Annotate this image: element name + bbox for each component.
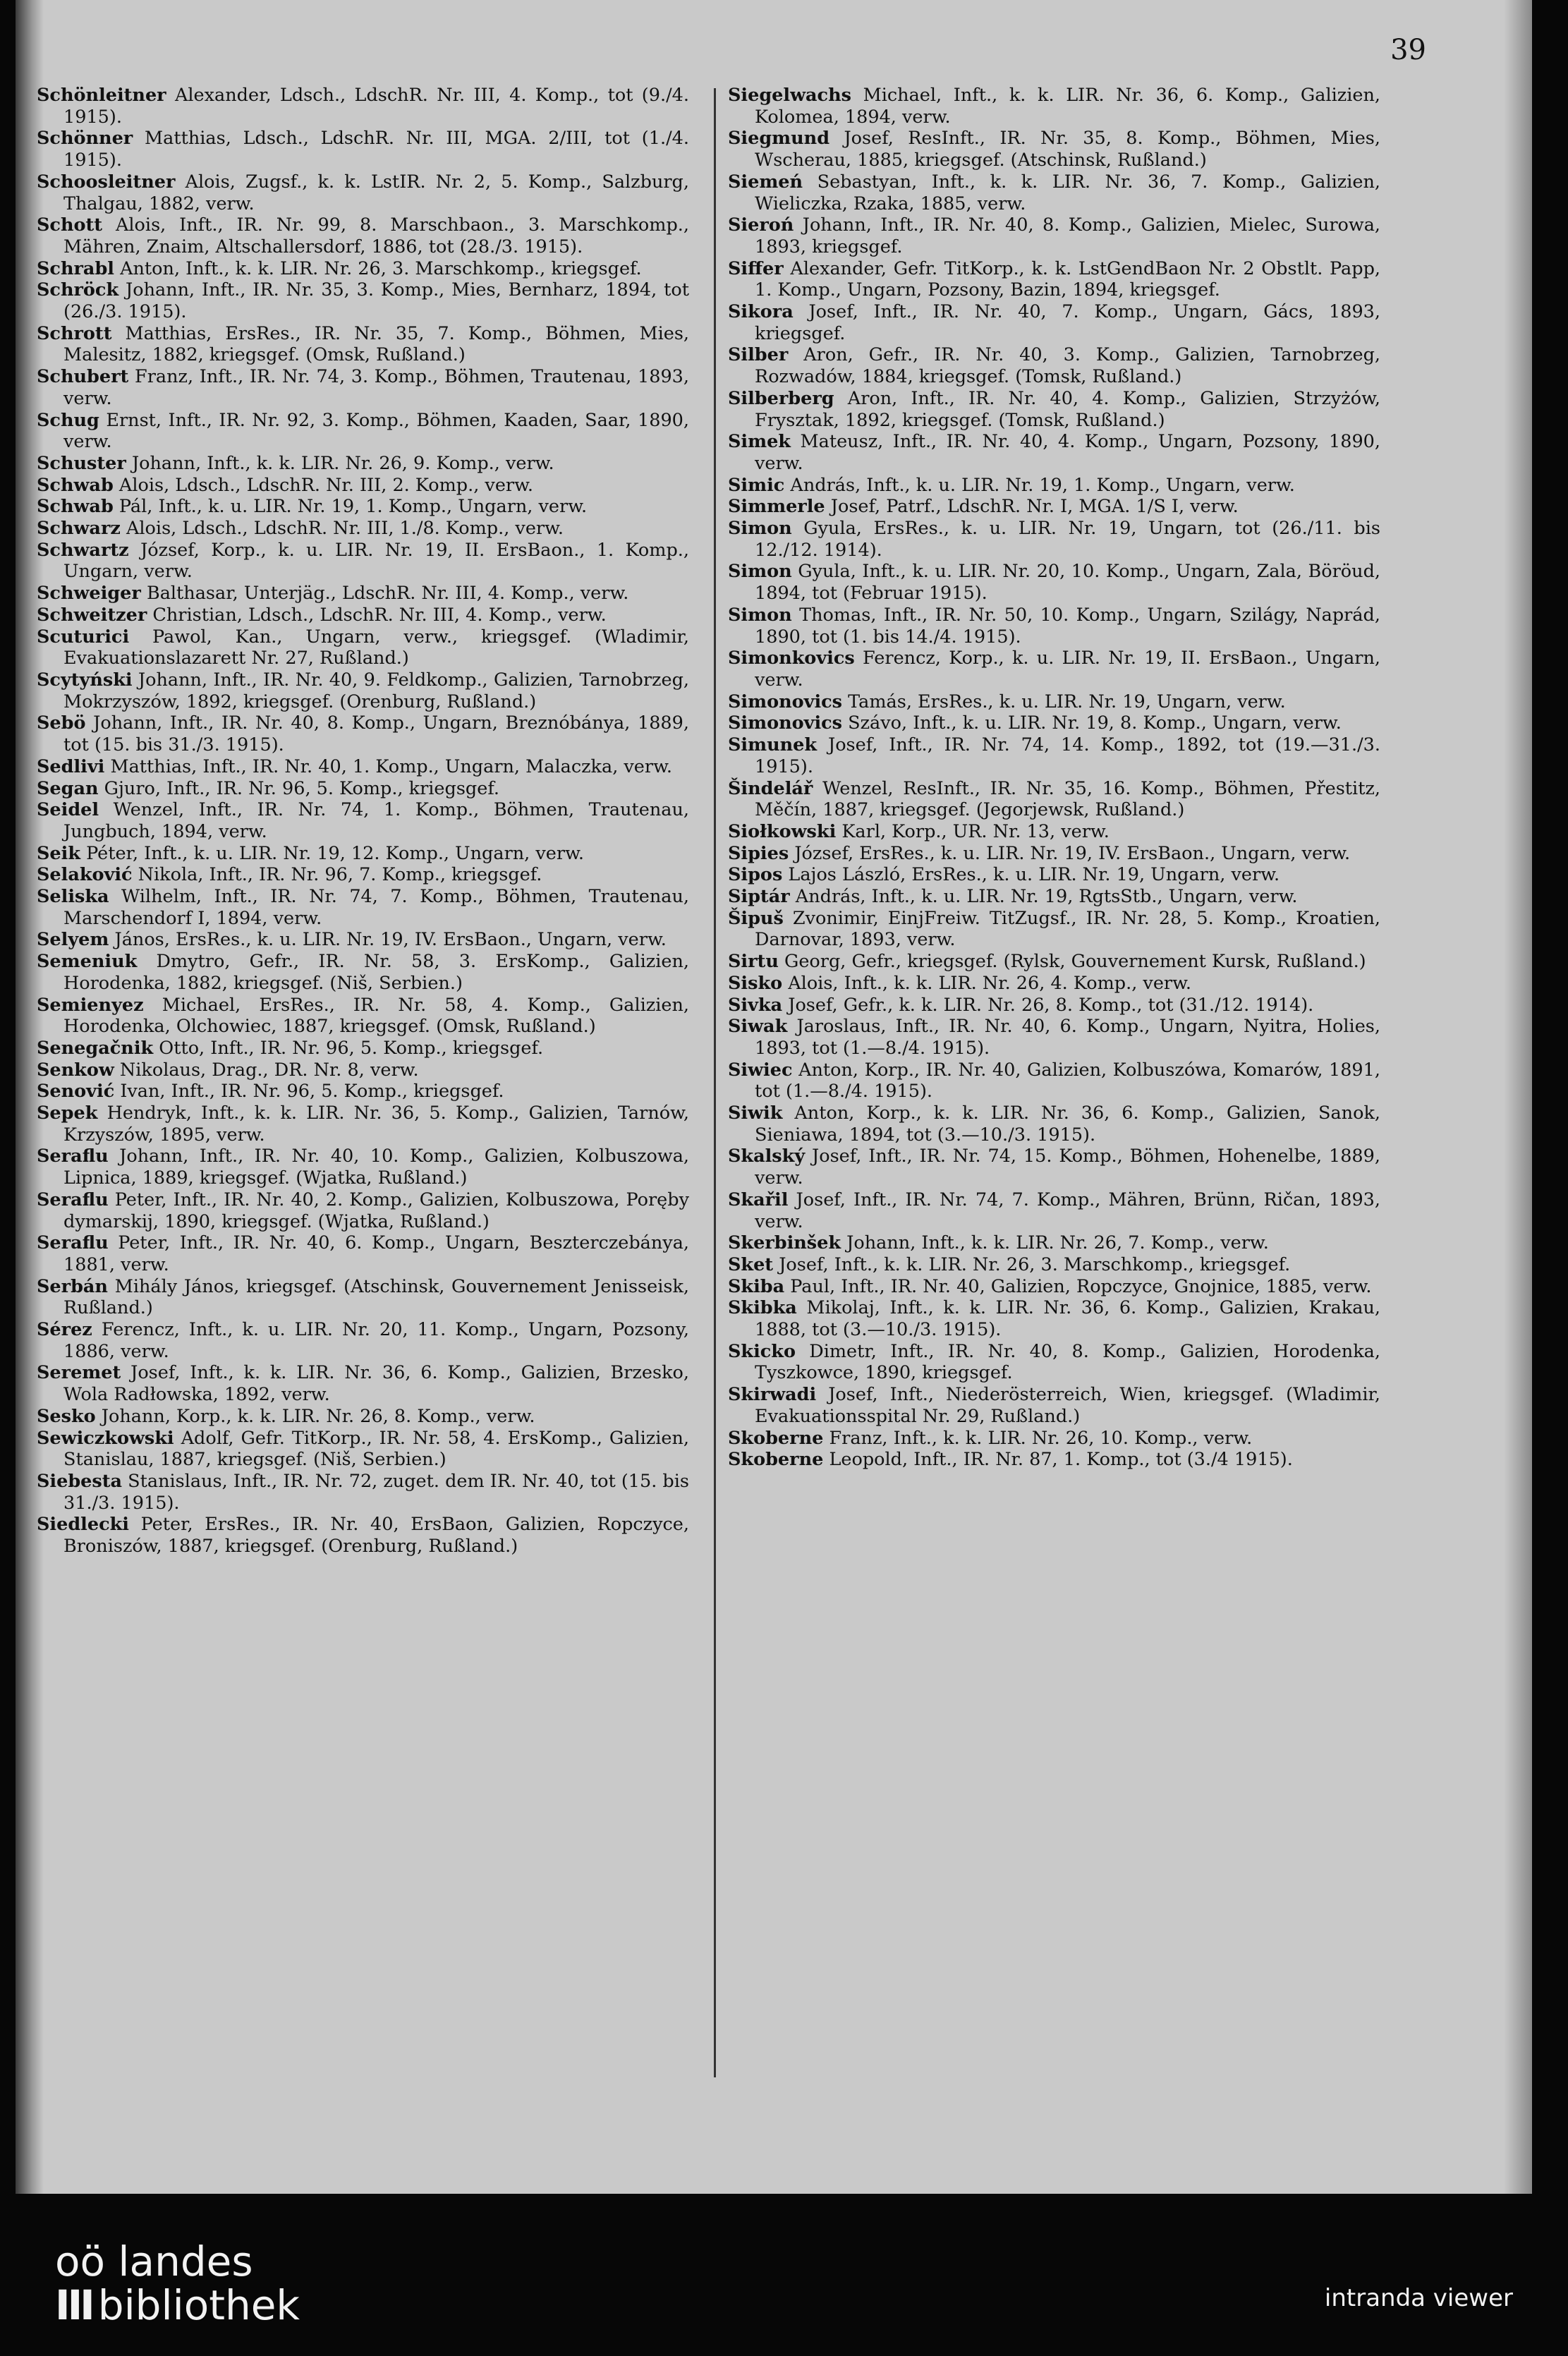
entry-details: Josef, Inft., IR. Nr. 40, 7. Komp., Ungarn, Gács, 1893, kriegsgef. [755,301,1380,344]
entry-surname: Seraflu [37,1146,109,1167]
list-item [37,843,689,865]
entry-surname: Schwarz [37,518,121,540]
entry-details: Jaroslaus, Inft., IR. Nr. 40, 6. Komp., Ungarn, Nyitra, Holies, 1893, tot (1.—8./4. 1915). [755,1016,1380,1059]
list-item [37,1059,689,1081]
entry-details: Dimetr, Inft., IR. Nr. 40, 8. Komp., Galizien, Horodenka, Tyszkowce, 1890, kriegsgef. [755,1340,1380,1384]
entry-details: Leopold, Inft., IR. Nr. 87, 1. Komp., tot (3./4 1915). [829,1449,1293,1471]
entry-surname: Skoberne [728,1427,824,1449]
entry-surname: Sket [728,1253,774,1275]
entry-details: Lajos László, ErsRes., k. u. LIR. Nr. 19, Ungarn, verw. [788,864,1280,886]
entry-details: Johann, Inft., k. k. LIR. Nr. 26, 9. Komp., verw. [131,452,554,474]
entry-details: Péter, Inft., k. u. LIR. Nr. 19, 12. Komp., Ungarn, verw. [86,842,584,864]
entry-surname: Schwartz [37,539,129,561]
entry-details: Hendryk, Inft., k. k. LIR. Nr. 36, 5. Komp., Galizien, Tarnów, Krzyszów, 1895, verw. [63,1103,689,1146]
entry-details: Wilhelm, Inft., IR. Nr. 74, 7. Komp., Böhmen, Trautenau, Marschendorf I, 1894, verw. [63,886,689,929]
entry-surname: Semeniuk [37,951,138,973]
entry-surname: Skerbinšek [728,1232,841,1254]
library-logo[interactable] [55,2237,300,2329]
entry-surname: Skoberne [728,1449,824,1471]
entry-details: Johann, Inft., IR. Nr. 40, 8. Komp., Ungarn, Breznóbánya, 1889, tot (15. bis 31./3. 1915). [63,712,689,756]
list-item [37,799,689,842]
entry-surname: Schoosleitner [37,171,176,193]
entry-surname: Seraflu [37,1189,109,1210]
entry-details: János, ErsRes., k. u. LIR. Nr. 19, IV. ErsBaon., Ungarn, verw. [114,929,667,951]
list-item [728,85,1380,128]
entry-surname: Seidel [37,799,99,821]
entry-details: Matthias, ErsRes., IR. Nr. 35, 7. Komp., Böhmen, Mies, Malesitz, 1882, kriegsgef. (Omsk, Rußland.) [63,322,689,366]
list-item [37,756,689,778]
entry-surname: Serbán [37,1275,108,1297]
list-item [37,1038,689,1059]
list-item [728,1341,1380,1384]
entry-surname: Schröck [37,279,119,301]
entry-details: Michael, Inft., k. k. LIR. Nr. 36, 6. Komp., Galizien, Kolomea, 1894, verw. [755,85,1380,128]
list-item [37,626,689,669]
entry-details: Gyula, ErsRes., k. u. LIR. Nr. 19, Ungarn, tot (26./11. bis 12./12. 1914). [755,518,1380,561]
list-item [37,929,689,951]
list-item [728,1189,1380,1232]
entry-details: Gyula, Inft., k. u. LIR. Nr. 20, 10. Komp., Ungarn, Zala, Böröud, 1894, tot (Februar 1915). [755,561,1380,605]
entry-details: Stanislaus, Inft., IR. Nr. 72, zuget. dem IR. Nr. 40, tot (15. bis 31./3. 1915). [63,1471,689,1514]
entry-surname: Sepek [37,1103,98,1124]
list-item [37,214,689,257]
list-item [728,1449,1380,1471]
entry-surname: Schwab [37,496,114,518]
list-item [37,1146,689,1189]
entry-details: Josef, Inft., IR. Nr. 74, 14. Komp., 1892, tot (19.—31./3. 1915). [755,734,1380,777]
list-item [37,85,689,128]
list-item [728,864,1380,886]
entry-details: Peter, Inft., IR. Nr. 40, 6. Komp., Ungarn, Beszterczebánya, 1881, verw. [63,1232,689,1275]
list-item [37,1406,689,1428]
entry-details: Wenzel, ResInft., IR. Nr. 35, 16. Komp., Böhmen, Přestitz, Měčín, 1887, kriegsgef. (Jegorjewsk, Rußland.) [755,777,1380,821]
entry-surname: Segan [37,777,99,799]
entry-details: Ferencz, Inft., k. u. LIR. Nr. 20, 11. Komp., Ungarn, Pozsony, 1886, verw. [63,1319,689,1362]
entry-surname: Senkow [37,1059,114,1081]
entry-surname: Simmerle [728,496,825,518]
entry-surname: Siwik [728,1103,783,1124]
entry-surname: Simek [728,431,791,453]
entry-details: Zvonimir, EinjFreiw. TitZugsf., IR. Nr. 28, 5. Komp., Kroatien, Darnovar, 1893, verw. [755,907,1380,951]
entry-surname: Siwiec [728,1059,793,1081]
entry-surname: Silberberg [728,387,834,409]
list-item [728,1254,1380,1276]
list-item [37,583,689,605]
entry-details: Pál, Inft., k. u. LIR. Nr. 19, 1. Komp., Ungarn, verw. [118,496,588,518]
entry-details: Tamás, ErsRes., k. u. LIR. Nr. 19, Ungarn, verw. [848,691,1286,712]
entry-details: József, Korp., k. u. LIR. Nr. 19, II. ErsBaon., 1. Komp., Ungarn, verw. [63,539,689,583]
entry-surname: Schönner [37,128,133,150]
entry-details: Balthasar, Unterjäg., LdschR. Nr. III, 4. Komp., verw. [146,583,629,605]
entry-details: Gjuro, Inft., IR. Nr. 96, 5. Komp., kriegsgef. [104,777,499,799]
entry-details: Michael, ErsRes., IR. Nr. 58, 4. Komp., Galizien, Horodenka, Olchowiec, 1887, kriegsgef. (Omsk, Rußland.) [63,994,689,1038]
entry-details: Paul, Inft., IR. Nr. 40, Galizien, Ropczyce, Gnojnice, 1885, verw. [790,1275,1372,1297]
entry-surname: Semienyez [37,994,144,1016]
logo-line-2: bibliothek [97,2281,300,2329]
list-item [728,1059,1380,1103]
list-item [728,496,1380,518]
list-item [728,258,1380,301]
list-item [37,323,689,366]
entry-surname: Seremet [37,1362,121,1384]
entry-surname: Skibka [728,1297,797,1319]
entry-surname: Siebesta [37,1471,123,1492]
entry-details: Anton, Inft., k. k. LIR. Nr. 26, 3. Marschkomp., kriegsgef. [120,257,642,279]
entry-surname: Schrott [37,322,112,344]
list-item [728,1103,1380,1146]
list-item [728,1016,1380,1059]
entry-details: Nikolaus, Drag., DR. Nr. 8, verw. [119,1059,419,1081]
list-item [728,561,1380,604]
list-item [728,1232,1380,1254]
list-item [37,1081,689,1103]
list-item [37,1276,689,1319]
list-item [728,691,1380,713]
list-item [728,886,1380,908]
list-item [728,344,1380,387]
entry-details: Johann, Korp., k. k. LIR. Nr. 26, 8. Komp., verw. [101,1405,535,1427]
entry-details: Alois, Ldsch., LdschR. Nr. III, 1./8. Komp., verw. [126,518,564,540]
entry-surname: Schweiger [37,583,141,605]
entry-surname: Skicko [728,1340,796,1362]
entry-surname: Schwab [37,474,114,496]
entry-details: Johann, Inft., IR. Nr. 40, 10. Komp., Galizien, Kolbuszowa, Lipnica, 1889, kriegsgef. (Wjatka, Rußland.) [63,1146,689,1189]
entry-details: Johann, Inft., IR. Nr. 35, 3. Komp., Mies, Bernharz, 1894, tot (26./3. 1915). [63,279,689,323]
list-item [37,279,689,322]
entry-surname: Seliska [37,886,109,908]
entry-surname: Sirtu [728,951,779,973]
entry-details: Matthias, Ldsch., LdschR. Nr. III, MGA. 2/III, tot (1./4. 1915). [63,128,689,171]
entry-surname: Sesko [37,1405,96,1427]
list-item [728,1146,1380,1189]
entry-details: Josef, Inft., IR. Nr. 74, 15. Komp., Böhmen, Hohenelbe, 1889, verw. [755,1146,1380,1189]
entry-details: Ivan, Inft., IR. Nr. 96, 5. Komp., kriegsgef. [120,1081,504,1103]
entry-surname: Simic [728,474,785,496]
entry-surname: Sipos [728,864,783,886]
list-item [37,128,689,171]
entry-details: Alois, Zugsf., k. k. LstIR. Nr. 2, 5. Komp., Salzburg, Thalgau, 1882, verw. [63,171,689,214]
list-item [728,908,1380,951]
entry-surname: Skalský [728,1146,806,1167]
entry-surname: Skirwadi [728,1384,817,1406]
list-item [37,1232,689,1275]
entry-details: Szávo, Inft., k. u. LIR. Nr. 19, 8. Komp., Ungarn, verw. [848,712,1342,734]
entry-surname: Schuster [37,452,126,474]
entry-details: Franz, Inft., k. k. LIR. Nr. 26, 10. Komp., verw. [829,1427,1253,1449]
entry-details: József, ErsRes., k. u. LIR. Nr. 19, IV. ErsBaon., Ungarn, verw. [794,842,1351,864]
entry-details: Johann, Inft., IR. Nr. 40, 8. Komp., Galizien, Mielec, Surowa, 1893, kriegsgef. [755,214,1380,257]
list-item [728,973,1380,995]
entry-details: Wenzel, Inft., IR. Nr. 74, 1. Komp., Böhmen, Trautenau, Jungbuch, 1894, verw. [63,799,689,842]
list-item [37,366,689,409]
list-item [37,778,689,800]
entry-surname: Šipuš [728,907,784,929]
entry-details: Alois, Inft., IR. Nr. 99, 8. Marschbaon., 3. Marschkomp., Mähren, Znaim, Altschallersdorf, 1886, tot (28./3. 1915). [63,214,689,257]
list-item [37,475,689,497]
entry-surname: Sewiczkowski [37,1427,174,1449]
logo-line-1: oö landes [55,2237,253,2285]
list-item [728,214,1380,257]
entry-details: Alexander, Ldsch., LdschR. Nr. III, 4. Komp., tot (9./4. 1915). [63,85,689,128]
list-item [728,128,1380,171]
entry-details: Ferencz, Korp., k. u. LIR. Nr. 19, II. ErsBaon., Ungarn, verw. [755,648,1380,691]
entry-details: Johann, Inft., IR. Nr. 40, 9. Feldkomp., Galizien, Tarnobrzeg, Mokrzyszów, 1892, kriegsgef. (Orenburg, Rußland.) [63,669,689,712]
entry-details: Anton, Korp., IR. Nr. 40, Galizien, Kolbuszówa, Komarów, 1891, tot (1.—8./4. 1915). [755,1059,1380,1103]
list-item [728,171,1380,214]
list-item [37,1189,689,1232]
left-column [37,85,689,1557]
entry-details: Josef, ResInft., IR. Nr. 35, 8. Komp., Böhmen, Mies, Wscherau, 1885, kriegsgef. (Atschinsk, Rußland.) [755,128,1380,171]
list-item [37,1319,689,1362]
entry-details: Pawol, Kan., Ungarn, verw., kriegsgef. (Wladimir, Evakuationslazarett Nr. 27, Rußland.) [63,626,689,669]
entry-details: András, Inft., k. u. LIR. Nr. 19, 1. Komp., Ungarn, verw. [790,474,1295,496]
entry-surname: Siołkowski [728,820,837,842]
entry-surname: Sieroń [728,214,794,236]
list-item [37,1514,689,1557]
entry-surname: Selyem [37,929,109,951]
entry-surname: Schweitzer [37,604,147,626]
entry-details: Alois, Inft., k. k. LIR. Nr. 26, 4. Komp., verw. [788,972,1192,994]
right-column [728,85,1380,1471]
entry-surname: Sedlivi [37,755,105,777]
entry-surname: Simonovics [728,691,843,712]
entry-surname: Schubert [37,366,129,388]
entry-surname: Simonovics [728,712,843,734]
column-divider [714,88,716,2077]
entry-details: Peter, Inft., IR. Nr. 40, 2. Komp., Galizien, Kolbuszowa, Poręby dymarskij, 1890, kriegsgef. (Wjatka, Rußland.) [63,1189,689,1232]
entry-surname: Simunek [728,734,818,756]
list-item [728,734,1380,777]
entry-surname: Sivka [728,994,783,1016]
entry-surname: Simon [728,604,792,626]
entry-surname: Senegačnik [37,1037,154,1059]
entry-surname: Sebö [37,712,86,734]
list-item [37,1471,689,1514]
entry-details: Nikola, Inft., IR. Nr. 96, 7. Komp., kriegsgef. [138,864,542,886]
entry-details: Josef, Inft., k. k. LIR. Nr. 26, 3. Marschkomp., kriegsgef. [779,1253,1291,1275]
list-item [728,951,1380,973]
list-item [728,648,1380,691]
entry-surname: Skiba [728,1275,785,1297]
list-item [37,951,689,994]
entry-surname: Schrabl [37,257,114,279]
entry-surname: Šindelář [728,777,813,799]
entry-surname: Siffer [728,257,784,279]
entry-details: Dmytro, Gefr., IR. Nr. 58, 3. ErsKomp., Galizien, Horodenka, 1882, kriegsgef. (Niš, Serbien.) [63,951,689,994]
entry-surname: Senović [37,1081,115,1103]
entry-details: Georg, Gefr., kriegsgef. (Rylsk, Gouvernement Kursk, Rußland.) [784,951,1366,973]
entry-surname: Schug [37,409,99,431]
entry-surname: Selaković [37,864,133,886]
entry-details: Josef, Inft., k. k. LIR. Nr. 36, 6. Komp., Galizien, Brzesko, Wola Radłowska, 1892, verw. [63,1362,689,1406]
list-item [728,995,1380,1016]
entry-details: Otto, Inft., IR. Nr. 96, 5. Komp., kriegsgef. [159,1037,544,1059]
entry-surname: Siegmund [728,128,830,150]
list-item [37,1103,689,1146]
list-item [37,518,689,540]
entry-surname: Siegelwachs [728,85,851,106]
list-item [37,712,689,755]
list-item [37,453,689,475]
entry-details: Christian, Ldsch., LdschR. Nr. III, 4. Komp., verw. [152,604,607,626]
entry-surname: Seik [37,842,80,864]
list-item [37,886,689,929]
entry-details: Josef, Patrf., LdschR. Nr. I, MGA. 1/S I, verw. [830,496,1239,518]
entry-surname: Sisko [728,972,783,994]
entry-details: Franz, Inft., IR. Nr. 74, 3. Komp., Böhmen, Trautenau, 1893, verw. [63,366,689,409]
entry-details: Mateusz, Inft., IR. Nr. 40, 4. Komp., Ungarn, Pozsony, 1890, verw. [755,431,1380,474]
entry-surname: Silber [728,344,789,366]
entry-details: Karl, Korp., UR. Nr. 13, verw. [841,820,1110,842]
entry-details: Thomas, Inft., IR. Nr. 50, 10. Komp., Ungarn, Szilágy, Naprád, 1890, tot (1. bis 14./4. 1915). [755,604,1380,648]
entry-details: Aron, Gefr., IR. Nr. 40, 3. Komp., Galizien, Tarnobrzeg, Rozwadów, 1884, kriegsgef. (Tomsk, Rußland.) [755,344,1380,388]
entry-details: Peter, ErsRes., IR. Nr. 40, ErsBaon, Galizien, Ropczyce, Broniszów, 1887, kriegsgef. (Orenburg, Rußland.) [63,1514,689,1557]
entry-details: Alexander, Gefr. TitKorp., k. k. LstGendBaon Nr. 2 Obstlt. Papp, 1. Komp., Ungarn, Pozsony, Bazin, 1894, kriegsgef. [755,257,1380,301]
page-right-edge [1504,0,1532,2194]
entry-surname: Sérez [37,1319,92,1341]
entry-details: Josef, Inft., IR. Nr. 74, 7. Komp., Mähren, Brünn, Ričan, 1893, verw. [755,1189,1380,1232]
entry-details: Adolf, Gefr. TitKorp., IR. Nr. 58, 4. ErsKomp., Galizien, Stanislau, 1887, kriegsgef. (Niš, Serbien.) [63,1427,689,1471]
entry-details: Johann, Inft., k. k. LIR. Nr. 26, 7. Komp., verw. [846,1232,1269,1254]
list-item [728,1297,1380,1340]
entry-surname: Scytyński [37,669,133,691]
logo-bars-icon: III [55,2281,92,2329]
entry-details: Alois, Ldsch., LdschR. Nr. III, 2. Komp., verw. [118,474,534,496]
list-item [37,864,689,886]
list-item [728,431,1380,474]
viewer-label: intranda viewer [1324,2284,1513,2312]
entry-surname: Siptár [728,886,790,908]
list-item [728,821,1380,843]
entry-surname: Simonkovics [728,648,855,669]
entry-surname: Siwak [728,1016,788,1038]
list-item [728,1428,1380,1450]
entry-details: Josef, Gefr., k. k. LIR. Nr. 26, 8. Komp., tot (31./12. 1914). [788,994,1314,1016]
entry-details: Mihály János, kriegsgef. (Atschinsk, Gouvernement Jenisseisk, Rußland.) [63,1275,689,1319]
entry-surname: Simon [728,518,792,540]
entry-surname: Schott [37,214,103,236]
entry-details: András, Inft., k. u. LIR. Nr. 19, RgtsStb., Ungarn, verw. [795,886,1298,908]
entry-details: Matthias, Inft., IR. Nr. 40, 1. Komp., Ungarn, Malaczka, verw. [110,755,672,777]
entry-details: Sebastyan, Inft., k. k. LIR. Nr. 36, 7. Komp., Galizien, Wieliczka, Rzaka, 1885, verw. [755,171,1380,214]
list-item [728,712,1380,734]
entry-surname: Siedlecki [37,1514,129,1536]
list-item [728,778,1380,821]
list-item [728,475,1380,497]
entry-surname: Scuturici [37,626,130,648]
list-item [728,388,1380,431]
entry-details: Aron, Inft., IR. Nr. 40, 4. Komp., Galizien, Strzyżów, Frysztak, 1892, kriegsgef. (Tomsk, Rußland.) [755,387,1380,431]
entry-surname: Schönleitner [37,85,166,106]
list-item [728,518,1380,561]
entry-details: Josef, Inft., Niederösterreich, Wien, kriegsgef. (Wladimir, Evakuationsspital Nr. 29, Rußland.) [755,1384,1380,1427]
entry-surname: Sikora [728,301,794,323]
list-item [37,1362,689,1405]
entry-surname: Simon [728,561,792,583]
page-number: 39 [1390,34,1426,66]
entry-surname: Seraflu [37,1232,109,1254]
list-item [37,540,689,583]
list-item [728,605,1380,648]
entry-surname: Sipies [728,842,789,864]
list-item [728,301,1380,344]
list-item [37,1428,689,1471]
list-item [37,605,689,626]
list-item [728,843,1380,865]
list-item [37,496,689,518]
entry-surname: Skařil [728,1189,789,1210]
entry-surname: Siemeń [728,171,803,193]
list-item [37,995,689,1038]
list-item [37,410,689,453]
entry-details: Anton, Korp., k. k. LIR. Nr. 36, 6. Komp., Galizien, Sanok, Sieniawa, 1894, tot (3.—10./3. 1915). [755,1103,1380,1146]
document-page [16,0,1532,2194]
list-item [37,171,689,214]
entry-details: Mikolaj, Inft., k. k. LIR. Nr. 36, 6. Komp., Galizien, Krakau, 1888, tot (3.—10./3. 1915). [755,1297,1380,1341]
list-item [728,1276,1380,1298]
list-item [728,1384,1380,1427]
entry-details: Ernst, Inft., IR. Nr. 92, 3. Komp., Böhmen, Kaaden, Saar, 1890, verw. [63,409,689,453]
list-item [37,669,689,712]
list-item [37,258,689,280]
